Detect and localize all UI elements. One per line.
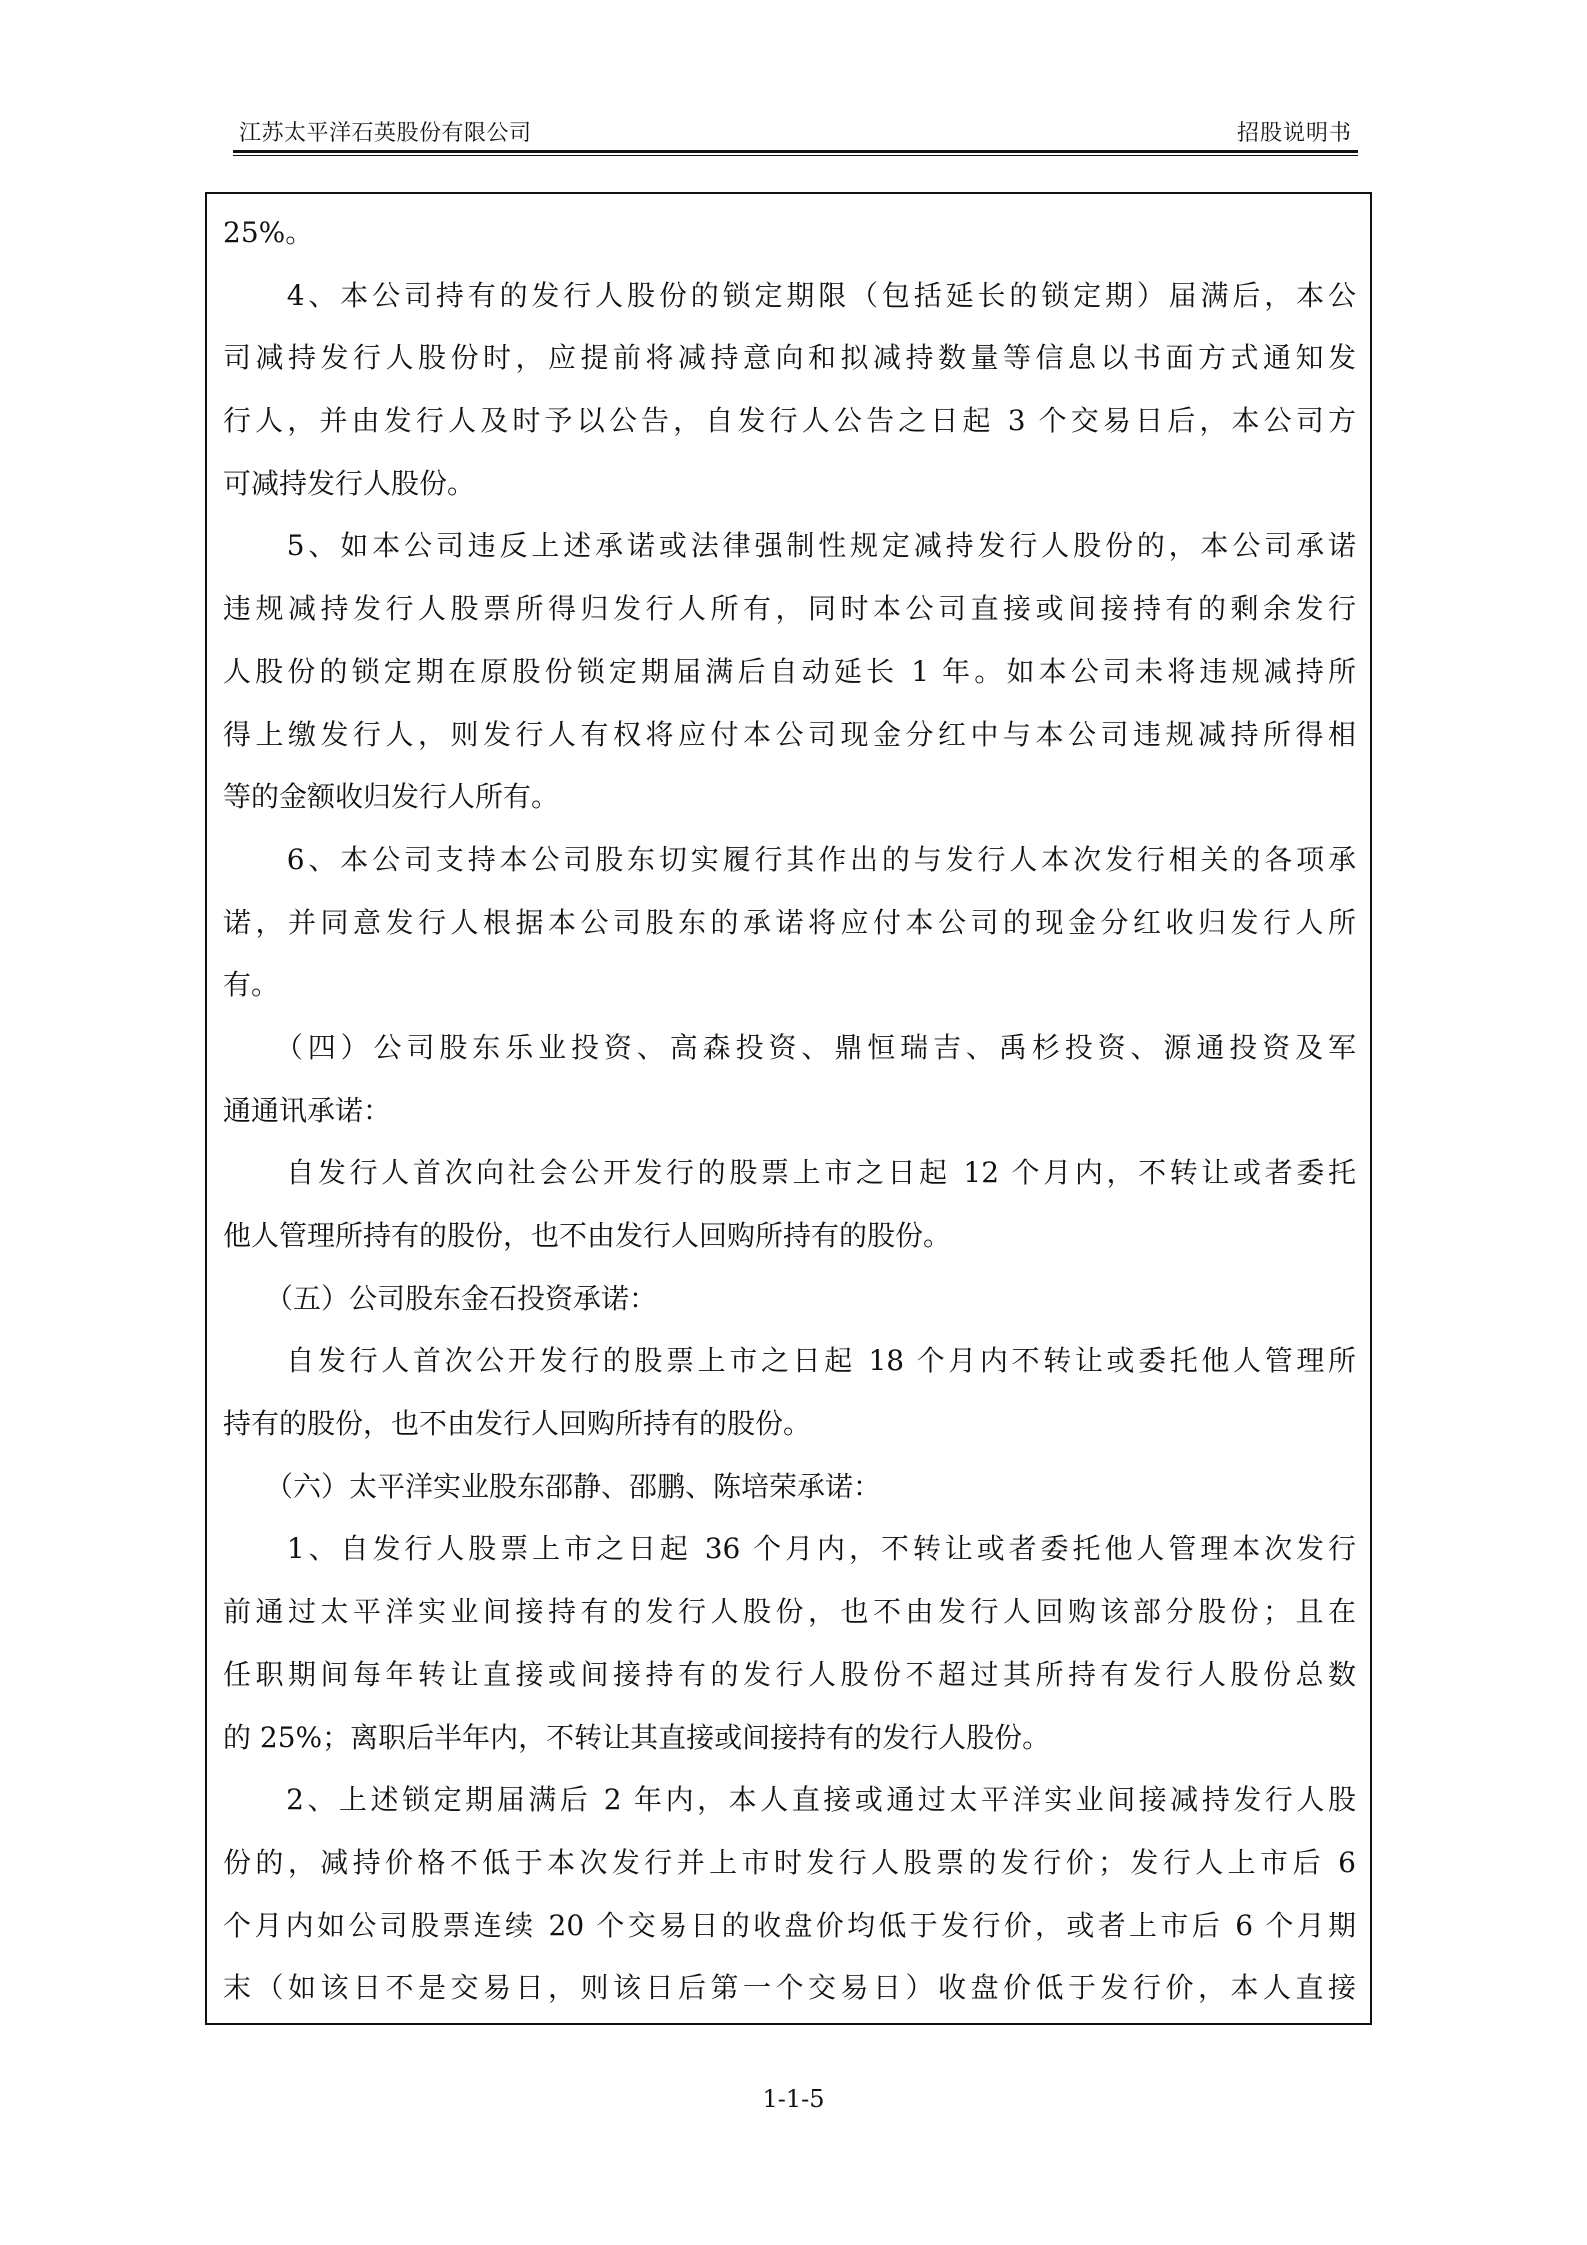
text-line: 行人，并由发行人及时予以公告，自发行人公告之日起 3 个交易日后，本公司方 — [223, 404, 1356, 438]
page-header — [233, 112, 1358, 150]
body-text — [223, 202, 1356, 2020]
text-line: 自发行人首次向社会公开发行的股票上市之日起 12 个月内，不转让或者委托 — [223, 1156, 1356, 1190]
page-number: 1-1-5 — [762, 2085, 825, 2113]
text-line: 司减持发行人股份时，应提前将减持意向和拟减持数量等信息以书面方式通知发 — [223, 341, 1356, 375]
text-line: 得上缴发行人，则发行人有权将应付本公司现金分红中与本公司违规减持所得相 — [223, 717, 1356, 751]
text-line: 5、如本公司违反上述承诺或法律强制性规定减持发行人股份的，本公司承诺 — [223, 529, 1356, 563]
text-line: （六）太平洋实业股东邵静、邵鹏、陈培荣承诺： — [223, 1469, 882, 1503]
text-line: （五）公司股东金石投资承诺： — [223, 1281, 658, 1315]
text-line: 有。 — [223, 968, 280, 1002]
text-line: 的 25%；离职后半年内，不转让其直接或间接持有的发行人股份。 — [223, 1720, 1051, 1754]
document-type: 招股说明书 — [1236, 121, 1352, 146]
text-line: 个月内如公司股票连续 20 个交易日的收盘价均低于发行价，或者上市后 6 个月期 — [223, 1908, 1356, 1942]
text-line: 任职期间每年转让直接或间接持有的发行人股份不超过其所持有发行人股份总数 — [223, 1657, 1356, 1691]
header-rule-thin — [233, 155, 1358, 156]
company-name: 江苏太平洋石英股份有限公司 — [239, 121, 532, 146]
text-line: 可减持发行人股份。 — [223, 466, 476, 500]
text-line: 等的金额收归发行人所有。 — [223, 780, 560, 814]
text-line: 2、上述锁定期届满后 2 年内，本人直接或通过太平洋实业间接减持发行人股 — [223, 1783, 1356, 1817]
text-line: 持有的股份，也不由发行人回购所持有的股份。 — [223, 1407, 812, 1441]
text-line: 通通讯承诺： — [223, 1093, 392, 1127]
text-line: 4、本公司持有的发行人股份的锁定期限（包括延长的锁定期）届满后，本公 — [223, 278, 1356, 312]
text-line: 份的，减持价格不低于本次发行并上市时发行人股票的发行价；发行人上市后 6 — [223, 1845, 1356, 1879]
text-line: 6、本公司支持本公司股东切实履行其作出的与发行人本次发行相关的各项承 — [223, 842, 1356, 876]
text-line: 违规减持发行人股票所得归发行人所有，同时本公司直接或间接持有的剩余发行 — [223, 592, 1356, 626]
text-line: 25%。 — [223, 216, 314, 249]
text-line: 末（如该日不是交易日，则该日后第一个交易日）收盘价低于发行价，本人直接 — [223, 1971, 1356, 2005]
text-line: 人股份的锁定期在原股份锁定期届满后自动延长 1 年。如本公司未将违规减持所 — [223, 654, 1356, 688]
content-box — [205, 192, 1372, 2025]
text-line: 前通过太平洋实业间接持有的发行人股份，也不由发行人回购该部分股份；且在 — [223, 1595, 1356, 1629]
text-line: （四）公司股东乐业投资、高森投资、鼎恒瑞吉、禹杉投资、源通投资及军 — [223, 1030, 1356, 1064]
header-rule — [233, 150, 1358, 153]
text-line: 1、自发行人股票上市之日起 36 个月内，不转让或者委托他人管理本次发行 — [223, 1532, 1356, 1566]
text-line: 诺，并同意发行人根据本公司股东的承诺将应付本公司的现金分红收归发行人所 — [223, 905, 1356, 939]
text-line: 他人管理所持有的股份，也不由发行人回购所持有的股份。 — [223, 1219, 952, 1252]
text-line: 自发行人首次公开发行的股票上市之日起 18 个月内不转让或委托他人管理所 — [223, 1344, 1356, 1378]
